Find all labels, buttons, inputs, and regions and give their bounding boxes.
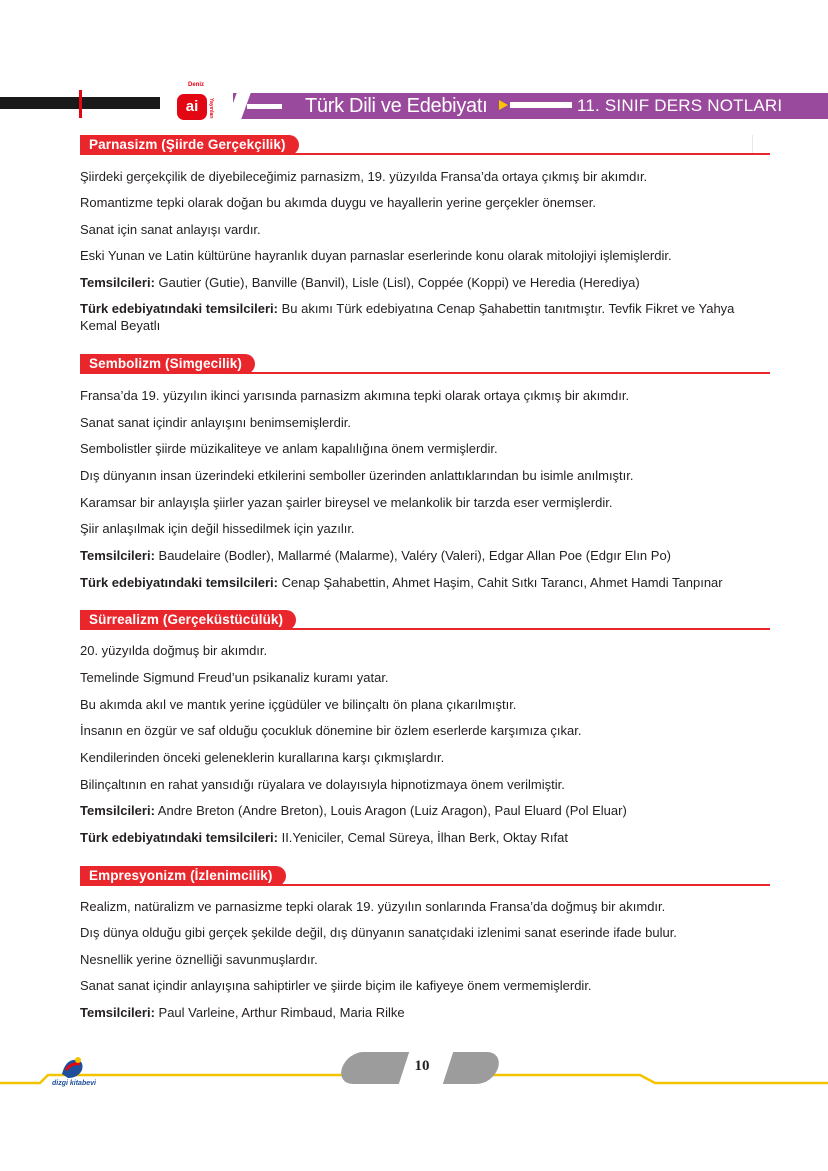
representatives-line (80, 1004, 770, 1021)
turkish-representatives-line (80, 574, 770, 591)
section-rule (80, 372, 770, 374)
label: Türk edebiyatındaki temsilcileri: (80, 575, 278, 590)
header-dash (247, 104, 282, 109)
representatives-line (80, 274, 770, 291)
body-line: Bilinçaltının en rahat yansıdığı rüyalara ve dolayısıyla hipnotizmaya önem verilmiştir. (80, 777, 565, 792)
section-title: Sürrealizm (Gerçeküstücülük) (80, 610, 296, 630)
body-line: Eski Yunan ve Latin kültürüne hayranlık duyan parnaslar eserlerinde konu olarak mitolojiyi işlemişlerdir. (80, 248, 672, 263)
label: Temsilcileri: (80, 803, 155, 818)
body-line: Temelinde Sigmund Freud’un psikanaliz kuramı yatar. (80, 670, 389, 685)
body-line: Dış dünyanın insan üzerindeki etkilerini semboller üzerinden anlattıklarından bu isimle anılmıştır. (80, 468, 634, 483)
body-line: Sanat sanat içindir anlayışını benimsemişlerdir. (80, 415, 351, 430)
body-line: Realizm, natüralizm ve parnasizme tepki olarak 19. yüzyılın sonlarında Fransa’da doğmuş bir akımdır. (80, 899, 666, 914)
value: II.Yeniciler, Cemal Süreya, İlhan Berk, Oktay Rıfat (277, 830, 568, 845)
body-line: Nesnellik yerine öznelliği savunmuşlardır. (80, 952, 318, 967)
arrow-icon (499, 100, 508, 110)
header-corner-mark (752, 135, 753, 153)
header-grade: 11. SINIF DERS NOTLARI (577, 96, 783, 115)
section-title: Parnasizm (Şiirde Gerçekçilik) (80, 135, 299, 155)
value: Bu akımı Türk edebiyatına Cenap Şahabettin tanıtmıştır. Tevfik Fikret ve Yahya Kemal Beyatlı (80, 301, 735, 333)
body-line: 20. yüzyılda doğmuş bir akımdır. (80, 643, 268, 658)
value: Cenap Şahabettin, Ahmet Haşim, Cahit Sıtkı Tarancı, Ahmet Hamdi Tanpınar (277, 575, 723, 590)
body-line: Bu akımda akıl ve mantık yerine içgüdüler ve bilinçaltı ön plana çıkarılmıştır. (80, 697, 517, 712)
header-title: Türk Dili ve Edebiyatı (305, 95, 488, 117)
body-line: Şiirdeki gerçekçilik de diyebileceğimiz parnasizm, 19. yüzyılda Fransa’da ortaya çıkmış bir akımdır. (80, 169, 648, 184)
body-line: Sanat için sanat anlayışı vardır. (80, 222, 261, 237)
label: Türk edebiyatındaki temsilcileri: (80, 301, 278, 316)
publisher-logo (175, 82, 225, 122)
section-heading (80, 354, 255, 374)
turkish-representatives-line (80, 300, 772, 334)
body-line: Sanat sanat içindir anlayışına sahiptirler ve şiirde biçim ile kafiyeye önem vermemişlerdir. (80, 978, 592, 993)
section-heading (80, 866, 286, 886)
section-title: Empresyonizm (İzlenimcilik) (80, 866, 286, 886)
body-line: İnsanın en özgür ve saf olduğu çocukluk dönemine bir özlem eserlerde karşımıza çıkar. (80, 723, 582, 738)
representatives-line (80, 547, 770, 564)
header-arrow-line (510, 102, 572, 108)
value: Gautier (Gutie), Banville (Banvil), Lisle (Lisl), Coppée (Koppi) ve Heredia (Herediya) (154, 275, 640, 290)
section-rule (80, 153, 770, 155)
section-heading (80, 610, 296, 630)
body-line: Şiir anlaşılmak için değil hissedilmek için yazılır. (80, 521, 355, 536)
turkish-representatives-line (80, 829, 770, 846)
page-number: 10 (414, 1058, 430, 1074)
value: Baudelaire (Bodler), Mallarmé (Malarme), Valéry (Valeri), Edgar Allan Poe (Edgır Elın Po) (154, 548, 672, 563)
section-rule (80, 628, 770, 630)
body-line: Karamsar bir anlayışla şiirler yazan şairler bireysel ve melankolik bir tarzda eser vermişlerdir. (80, 495, 613, 510)
body-line: Romantizme tepki olarak doğan bu akımda duygu ve hayallerin yerine gerçekler önemser. (80, 195, 596, 210)
representatives-line (80, 802, 770, 819)
logo-badge: ai (177, 94, 207, 120)
logo-text: Deniz (188, 82, 205, 88)
value: Andre Breton (Andre Breton), Louis Aragon (Luiz Aragon), Paul Eluard (Pol Eluar) (154, 803, 627, 818)
label: Türk edebiyatındaki temsilcileri: (80, 830, 278, 845)
logo-side-text: Yayınları (208, 98, 214, 119)
value: Paul Varleine, Arthur Rimbaud, Maria Rilke (154, 1005, 405, 1020)
section-title: Sembolizm (Simgecilik) (80, 354, 255, 374)
label: Temsilcileri: (80, 1005, 155, 1020)
header-red-tick (79, 90, 82, 118)
section-rule (80, 884, 770, 886)
label: Temsilcileri: (80, 548, 155, 563)
label: Temsilcileri: (80, 275, 155, 290)
publisher-name: dizgi kitabevi (52, 1080, 96, 1087)
body-line: Sembolistler şiirde müzikaliteye ve anlam kapalılığına önem vermişlerdir. (80, 441, 498, 456)
body-line: Dış dünya olduğu gibi gerçek şekilde değil, dış dünyanın sanatçıdaki izlenimi sanat eserinde ifade bulur. (80, 925, 677, 940)
body-line: Kendilerinden önceki geleneklerin kurallarına karşı çıkmışlardır. (80, 750, 445, 765)
section-heading (80, 135, 299, 155)
body-line: Fransa’da 19. yüzyılın ikinci yarısında parnasizm akımına tepki olarak ortaya çıkmış bir akımdır. (80, 388, 630, 403)
